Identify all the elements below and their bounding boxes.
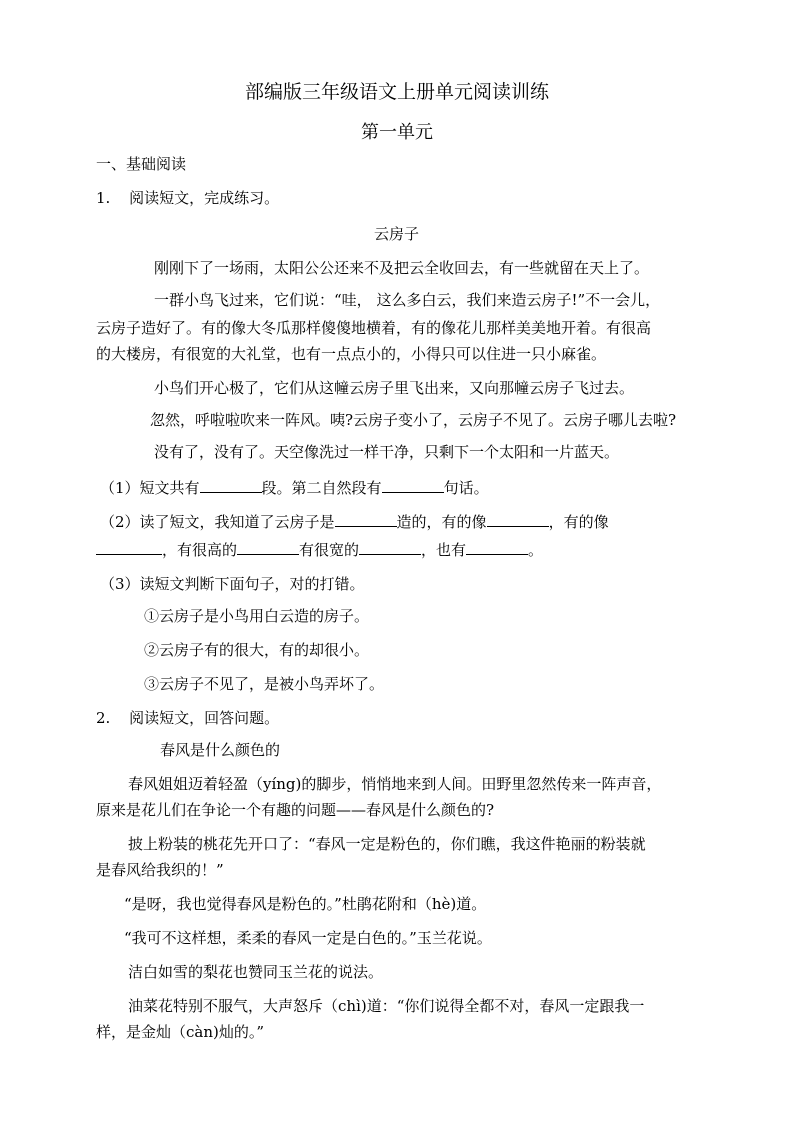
sub-question-text: ，有很高的 bbox=[162, 541, 238, 559]
passage-2-title: 春风是什么颜色的 bbox=[160, 741, 281, 759]
answer-blank[interactable] bbox=[237, 540, 299, 555]
question-1-number: 1. bbox=[96, 189, 111, 207]
document-title: 部编版三年级语文上册单元阅读训练 bbox=[244, 81, 549, 103]
sub-question-2-cont bbox=[96, 540, 543, 560]
passage-2-line: 原来是花儿们在争论一个有趣的问题——春风是什么颜色的? bbox=[96, 801, 495, 819]
passage-1-paragraph: 忽然，呼啦啦吹来一阵风。咦?云房子变小了，云房子不见了。云房子哪儿去啦? bbox=[150, 411, 677, 429]
question-2 bbox=[96, 708, 279, 728]
sub-question-3: （3）读短文判断下面句子，对的打错。 bbox=[100, 575, 365, 593]
question-1-instruction: 阅读短文，完成练习。 bbox=[129, 189, 280, 207]
answer-blank[interactable] bbox=[335, 512, 397, 527]
answer-blank[interactable] bbox=[382, 478, 444, 493]
passage-1-paragraph: 一群小鸟飞过来，它们说：“哇， 这么多白云，我们来造云房子!”不一会儿， bbox=[154, 291, 661, 309]
sub-question-2 bbox=[100, 512, 609, 532]
unit-heading: 第一单元 bbox=[361, 122, 433, 143]
section-heading: 一、基础阅读 bbox=[96, 155, 187, 173]
passage-2-line: 样，是金灿（càn)灿的。” bbox=[96, 1023, 265, 1041]
sub-question-text: 句话。 bbox=[443, 479, 489, 497]
sub-question-text: 有很宽的 bbox=[299, 541, 360, 559]
sub-question-text: 造的，有的像 bbox=[396, 513, 487, 531]
passage-2-line: “是呀，我也觉得春风是粉色的。”杜鹃花附和（hè)道。 bbox=[124, 895, 487, 913]
sub-question-text: ，也有 bbox=[421, 541, 467, 559]
passage-1-paragraph: 没有了，没有了。天空像洗过一样干净，只剩下一个太阳和一片蓝天。 bbox=[154, 443, 620, 461]
judgement-item: ③云房子不见了，是被小鸟弄坏了。 bbox=[144, 675, 385, 693]
passage-1-paragraph: 刚刚下了一场雨，太阳公公还来不及把云全收回去，有一些就留在天上了。 bbox=[154, 259, 650, 277]
passage-2-line: 是春风给我织的！” bbox=[96, 861, 224, 879]
answer-blank[interactable] bbox=[200, 478, 262, 493]
sub-question-text: ，有的像 bbox=[548, 513, 609, 531]
passage-1-paragraph: 小鸟们开心极了，它们从这幢云房子里飞出来，又向那幢云房子飞过去。 bbox=[154, 379, 635, 397]
passage-1-paragraph: 的大楼房，有很宽的大礼堂，也有一点点小的，小得只可以住进一只小麻雀。 bbox=[96, 345, 607, 363]
sub-question-1 bbox=[100, 478, 489, 498]
judgement-item: ①云房子是小鸟用白云造的房子。 bbox=[144, 607, 370, 625]
question-2-instruction: 阅读短文，回答问题。 bbox=[129, 709, 280, 727]
answer-blank[interactable] bbox=[487, 512, 549, 527]
sub-question-text: （2）读了短文，我知道了云房子是 bbox=[100, 513, 335, 531]
passage-2-line: 洁白如雪的梨花也赞同玉兰花的说法。 bbox=[128, 963, 384, 981]
passage-2-line: 春风姐姐迈着轻盈（yíng)的脚步，悄悄地来到人间。田野里忽然传来一阵声音， bbox=[128, 775, 662, 793]
question-1 bbox=[96, 188, 279, 208]
passage-2-line: “我可不这样想，柔柔的春风一定是白色的。”玉兰花说。 bbox=[124, 929, 492, 947]
judgement-item: ②云房子有的很大，有的却很小。 bbox=[144, 641, 370, 659]
sub-question-text: 段。第二自然段有 bbox=[261, 479, 382, 497]
sub-question-text: （1）短文共有 bbox=[100, 479, 200, 497]
answer-blank[interactable] bbox=[359, 540, 421, 555]
passage-1-paragraph: 云房子造好了。有的像大冬瓜那样傻傻地横着，有的像花儿那样美美地开着。有很高 bbox=[96, 319, 652, 337]
sub-question-text: 。 bbox=[528, 541, 544, 559]
answer-blank[interactable] bbox=[466, 540, 528, 555]
passage-2-line: 油菜花特别不服气，大声怒斥（chì)道：“你们说得全都不对，春风一定跟我一 bbox=[128, 997, 645, 1015]
passage-2-line: 披上粉装的桃花先开口了：“春风一定是粉色的，你们瞧，我这件艳丽的粉装就 bbox=[128, 835, 646, 853]
answer-blank[interactable] bbox=[96, 540, 162, 555]
passage-1-title: 云房子 bbox=[374, 225, 420, 243]
question-2-number: 2. bbox=[96, 709, 111, 727]
